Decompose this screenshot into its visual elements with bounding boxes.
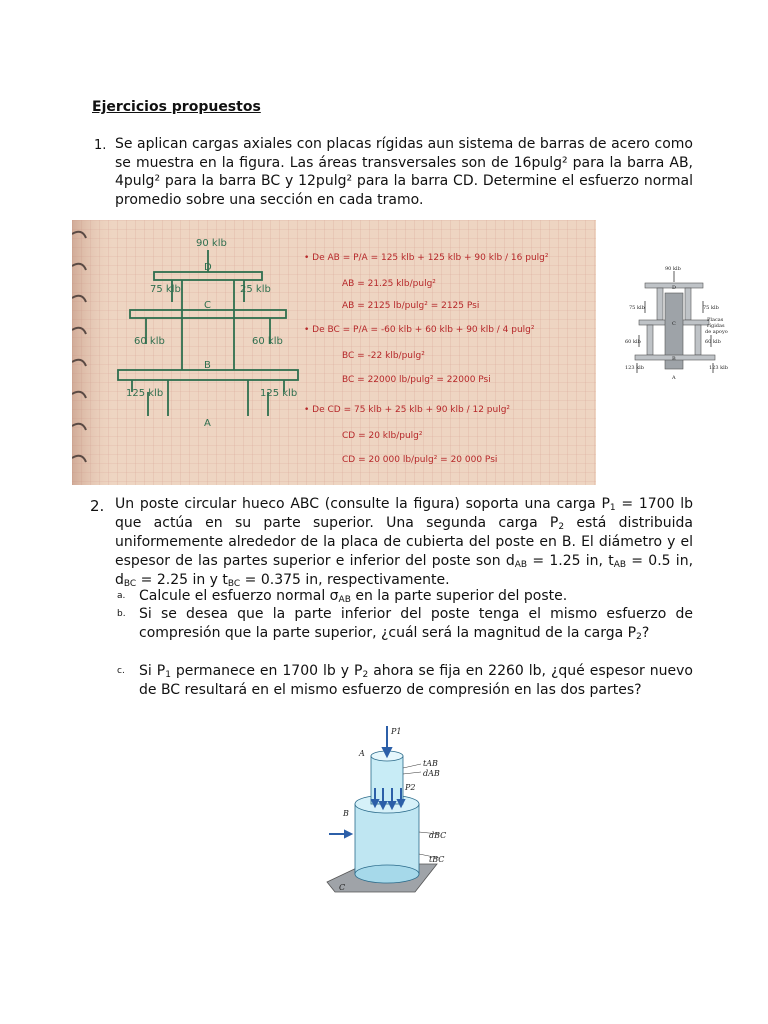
- nb-line-3: AB = 2125 lb/pulg² = 2125 Psi: [342, 301, 480, 311]
- nb-line-7: • De CD = 75 klb + 25 klb + 90 klb / 12 pulg²: [304, 405, 511, 415]
- section-title: Ejercicios propuestos: [92, 99, 261, 115]
- nb-label-60b: 60 klb: [252, 336, 283, 347]
- fig1-load-5: 123 klb: [709, 365, 728, 371]
- sub-b-label: b.: [117, 609, 126, 619]
- sub-c-label: c.: [117, 666, 125, 676]
- fig1-point-d: D: [672, 285, 677, 291]
- nb-line-6: BC = 22000 lb/pulg² = 22000 Psi: [342, 375, 491, 385]
- nb-line-2: AB = 21.25 klb/pulg²: [342, 279, 436, 289]
- nb-line-4: • De BC = P/A = -60 klb + 60 klb + 90 klb / 4 pulg²: [304, 325, 535, 335]
- sub-a-text: Calcule el esfuerzo normal $\sigma_{AB}$ en la parte superior del poste.: [139, 588, 568, 605]
- fig1-load-0: 75 klb: [629, 305, 645, 311]
- notebook-photo: [72, 220, 596, 485]
- fig1-top-load: 90 klb: [665, 266, 681, 272]
- fig1-plates-1: rígidas: [707, 323, 725, 329]
- fig1-plates-0: Placas: [707, 317, 724, 323]
- fig1-load-2: 60 klb: [625, 339, 641, 345]
- problem-1-text: Se aplican cargas axiales con placas rígidas aun sistema de barras de acero como se muestra en la figura. Las áreas transversales son de 16pulg² para la barra AB, 4pulg² para la barra BC y 12pulg² para la barra CD. Determine el esfuerzo normal promedio sobre una sección en cada tramo.: [115, 136, 693, 208]
- fig1-point-c: C: [672, 321, 676, 327]
- problem-2-number: 2.: [90, 497, 105, 515]
- figure-1-bars: [625, 263, 735, 381]
- fig2-b: B: [343, 809, 349, 818]
- nb-line-9: CD = 20 000 lb/pulg² = 20 000 Psi: [342, 455, 498, 465]
- fig2-dab: dAB: [423, 769, 440, 778]
- fig2-p2: P2: [405, 783, 416, 792]
- nb-label-c: C: [204, 300, 211, 311]
- figure-2-post: [325, 722, 450, 894]
- nb-line-5: BC = -22 klb/pulg²: [342, 351, 425, 361]
- nb-label-b: B: [204, 360, 211, 371]
- sub-a-label: a.: [117, 591, 126, 601]
- nb-label-125a: 125 klb: [126, 388, 164, 399]
- nb-label-60a: 60 klb: [134, 336, 165, 347]
- fig1-point-a: A: [672, 375, 676, 381]
- fig2-dbc: dBC: [429, 831, 447, 840]
- nb-label-a: A: [204, 418, 211, 429]
- fig2-tab: tAB: [423, 759, 438, 768]
- nb-label-75: 75 klb: [150, 284, 181, 295]
- nb-label-125b: 125 klb: [260, 388, 298, 399]
- nb-line-1: • De AB = P/A = 125 klb + 125 klb + 90 klb / 16 pulg²: [304, 253, 549, 263]
- fig2-a: A: [359, 749, 365, 758]
- nb-label-90: 90 klb: [196, 238, 227, 249]
- fig2-p1: P1: [391, 727, 402, 736]
- fig1-load-3: 60 klb: [705, 339, 721, 345]
- fig2-c: C: [339, 883, 346, 892]
- fig1-point-b: B: [672, 356, 676, 362]
- fig1-load-1: 75 klb: [703, 305, 719, 311]
- sub-c-text: Si $P_1$ permanece en 1700 lb y $P_2$ ahora se fija en 2260 lb, ¿qué espesor nuevo de BC resultará en el mismo esfuerzo de compresión en las dos partes?: [139, 663, 693, 698]
- fig1-plates-2: de apoyo: [705, 329, 728, 335]
- nb-label-25: 25 klb: [240, 284, 271, 295]
- nb-line-8: CD = 20 klb/pulg²: [342, 431, 423, 441]
- fig2-tbc: tBC: [429, 855, 445, 864]
- fig1-load-4: 123 klb: [625, 365, 644, 371]
- nb-label-d: D: [204, 262, 212, 273]
- problem-2-text: Un poste circular hueco ABC (consulte la figura) soporta una carga $P_1 = 1700$ lb que actúa en su parte superior. Una segunda carga $P_2$ está distribuida uniformemente alrededor de la placa de cubierta del poste en B. El diámetro y el espesor de las partes superior e inferior del poste son $d_{AB} = 1.25$ in, $t_{AB} = 0.5$ in, $d_{BC} = 2.25$ in y $t_{BC} = 0.375$ in, respectivamente.: [115, 496, 694, 589]
- problem-1-number: 1.: [94, 138, 107, 153]
- sub-b-text: Si se desea que la parte inferior del poste tenga el mismo esfuerzo de compresión que la parte superior, ¿cuál será la magnitud de la carga $P_2$?: [139, 606, 693, 642]
